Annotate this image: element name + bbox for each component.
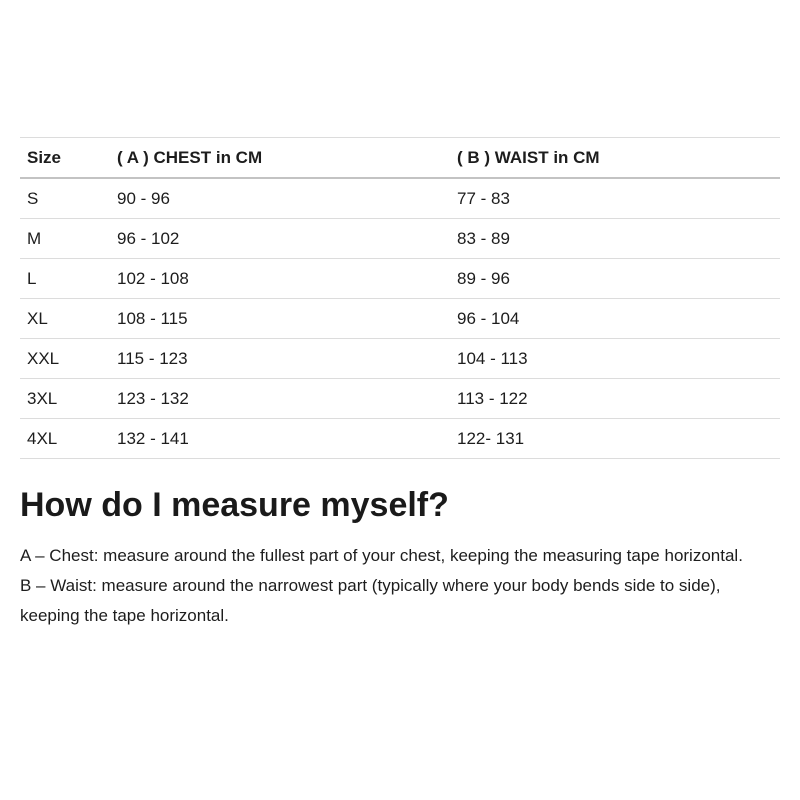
chest-cell: 115 - 123 — [117, 339, 457, 379]
size-cell: 3XL — [20, 379, 117, 419]
table-row — [20, 178, 780, 219]
chest-cell: 96 - 102 — [117, 219, 457, 259]
chest-cell: 108 - 115 — [117, 299, 457, 339]
chest-cell: 102 - 108 — [117, 259, 457, 299]
waist-cell: 77 - 83 — [457, 178, 780, 219]
table-header-row — [20, 138, 780, 179]
size-cell: L — [20, 259, 117, 299]
measure-instruction-chest: A – Chest: measure around the fullest part of your chest, keeping the measuring tape horizontal. — [20, 546, 743, 565]
size-guide-page — [0, 137, 800, 800]
table-row — [20, 339, 780, 379]
size-chart-table — [20, 137, 780, 459]
table-row — [20, 379, 780, 419]
waist-cell: 122- 131 — [457, 419, 780, 459]
measure-heading: How do I measure myself? — [20, 486, 449, 524]
table-row — [20, 219, 780, 259]
col-header-chest: ( A ) CHEST in CM — [117, 138, 457, 179]
chest-cell: 132 - 141 — [117, 419, 457, 459]
size-cell: M — [20, 219, 117, 259]
table-row — [20, 299, 780, 339]
waist-cell: 104 - 113 — [457, 339, 780, 379]
table-row — [20, 419, 780, 459]
measure-instruction-waist: B – Waist: measure around the narrowest part (typically where your body bends side to side), keeping the tape horizontal. — [20, 576, 721, 625]
size-cell: S — [20, 178, 117, 219]
waist-cell: 96 - 104 — [457, 299, 780, 339]
size-cell: 4XL — [20, 419, 117, 459]
size-cell: XXL — [20, 339, 117, 379]
col-header-waist: ( B ) WAIST in CM — [457, 138, 780, 179]
waist-cell: 89 - 96 — [457, 259, 780, 299]
col-header-size: Size — [20, 138, 117, 179]
size-cell: XL — [20, 299, 117, 339]
chest-cell: 90 - 96 — [117, 178, 457, 219]
waist-cell: 83 - 89 — [457, 219, 780, 259]
waist-cell: 113 - 122 — [457, 379, 780, 419]
chest-cell: 123 - 132 — [117, 379, 457, 419]
table-row — [20, 259, 780, 299]
